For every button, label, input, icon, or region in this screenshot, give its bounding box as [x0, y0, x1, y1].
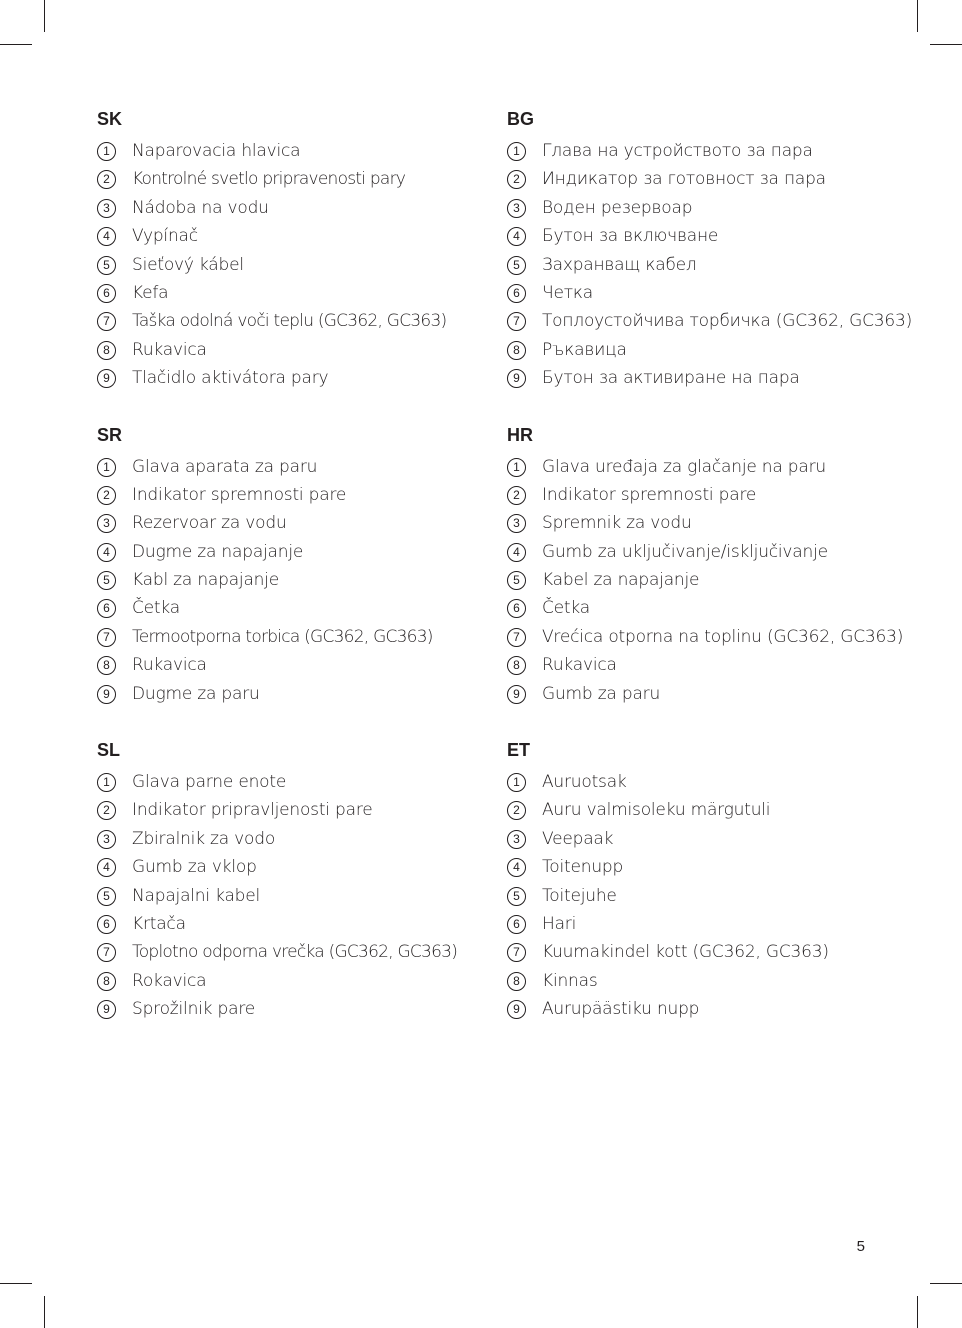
component-list-item: [97, 225, 472, 253]
component-list-item: [507, 541, 927, 569]
item-number-circle: 3: [97, 514, 116, 533]
component-list-item: [97, 484, 472, 512]
item-label: Kuumakindel kott (GC362, GC363): [542, 942, 829, 963]
component-list-item: [97, 626, 472, 654]
item-number-circle: 6: [507, 599, 526, 618]
item-label: Sieťový kábel: [132, 254, 244, 275]
component-list-item: [97, 828, 472, 856]
item-number-circle: 8: [97, 656, 116, 675]
item-number-circle: 3: [507, 199, 526, 218]
crop-mark: [917, 0, 918, 32]
item-number-circle: 6: [97, 599, 116, 618]
item-label: Бутон за активиране на пара: [542, 368, 800, 389]
item-number-circle: 1: [97, 458, 116, 477]
item-label: Vypínač: [132, 226, 198, 247]
item-label: Воден резервоар: [542, 197, 693, 218]
component-list-item: [97, 569, 472, 597]
component-list-item: [507, 367, 927, 395]
component-list-item: [97, 885, 472, 913]
item-label: Sprožilnik pare: [132, 999, 255, 1020]
component-list-item: [97, 254, 472, 282]
section-language-code: BG: [507, 109, 534, 129]
item-label: Indikator pripravljenosti pare: [132, 800, 373, 821]
item-label: Rukavica: [542, 655, 617, 676]
component-list-item: [507, 828, 927, 856]
component-list-item: [97, 140, 472, 168]
item-label: Glava parne enote: [132, 772, 287, 793]
component-list-item: [507, 484, 927, 512]
component-list-item: [97, 913, 472, 941]
component-list-item: [507, 512, 927, 540]
item-label: Aurupäästiku nupp: [542, 999, 700, 1020]
crop-mark: [0, 1283, 32, 1284]
component-list-item: [97, 998, 472, 1026]
section-language-code: SK: [97, 109, 123, 129]
item-number-circle: 5: [97, 256, 116, 275]
item-number-circle: 3: [507, 830, 526, 849]
component-list-item: [507, 998, 927, 1026]
item-label: Napajalni kabel: [132, 885, 261, 906]
component-list-item: [507, 683, 927, 711]
item-label: Бутон за включване: [542, 226, 719, 247]
item-label: Dugme za paru: [132, 683, 260, 704]
item-label: Kefa: [132, 282, 169, 303]
crop-mark: [0, 44, 32, 45]
item-label: Kontrolné svetlo pripravenosti pary: [132, 169, 406, 190]
item-number-circle: 9: [507, 685, 526, 704]
right-column: [507, 107, 927, 1054]
component-list-item: [507, 771, 927, 799]
item-label: Auruotsak: [542, 772, 627, 793]
item-label: Glava uređaja za glačanje na paru: [542, 456, 826, 477]
item-number-circle: 8: [97, 341, 116, 360]
item-label: Kinnas: [542, 970, 598, 991]
component-list-item: [507, 254, 927, 282]
component-list-item: [507, 970, 927, 998]
component-list-item: [97, 168, 472, 196]
item-number-circle: 5: [97, 887, 116, 906]
item-label: Toitenupp: [542, 857, 624, 878]
item-number-circle: 4: [507, 227, 526, 246]
item-label: Termootporna torbica (GC362, GC363): [132, 626, 433, 647]
item-number-circle: 4: [507, 543, 526, 562]
language-section-et: [507, 738, 927, 1027]
component-list-item: [97, 799, 472, 827]
component-list-item: [507, 799, 927, 827]
item-label: Gumb za uključivanje/isključivanje: [542, 541, 828, 562]
component-list-item: [97, 310, 472, 338]
component-list-item: [97, 941, 472, 969]
crop-mark: [930, 1283, 962, 1284]
item-number-circle: 8: [507, 341, 526, 360]
component-list-item: [97, 367, 472, 395]
item-label: Четка: [542, 282, 593, 303]
crop-mark: [44, 0, 45, 32]
item-number-circle: 7: [507, 943, 526, 962]
component-list-item: [97, 512, 472, 540]
item-number-circle: 3: [97, 199, 116, 218]
item-number-circle: 1: [97, 773, 116, 792]
component-list-item: [507, 197, 927, 225]
component-list-item: [97, 597, 472, 625]
item-label: Četka: [132, 598, 180, 619]
item-label: Gumb za paru: [542, 683, 661, 704]
item-number-circle: 7: [97, 312, 116, 331]
item-label: Dugme za napajanje: [132, 541, 304, 562]
item-label: Топлоустойчива торбичка (GC362, GC363): [542, 311, 913, 332]
item-label: Auru valmisoleku märgutuli: [542, 800, 771, 821]
component-list-item: [507, 282, 927, 310]
component-list-item: [507, 339, 927, 367]
item-label: Vrećica otporna na toplinu (GC362, GC363): [542, 626, 904, 647]
section-language-code: HR: [507, 424, 533, 445]
item-number-circle: 2: [507, 486, 526, 505]
item-label: Tlačidlo aktivátora pary: [132, 368, 329, 389]
component-list-item: [97, 654, 472, 682]
item-number-circle: 7: [97, 628, 116, 647]
item-number-circle: 3: [507, 514, 526, 533]
crop-mark: [930, 44, 962, 45]
component-list-item: [507, 654, 927, 682]
item-label: Ръкавица: [542, 339, 627, 360]
item-number-circle: 2: [97, 170, 116, 189]
item-number-circle: 7: [507, 628, 526, 647]
item-number-circle: 5: [507, 887, 526, 906]
component-list-item: [507, 569, 927, 597]
item-label: Veepaak: [542, 828, 614, 849]
crop-mark: [44, 1296, 45, 1328]
item-label: Rezervoar za vodu: [132, 513, 287, 534]
item-number-circle: 5: [507, 256, 526, 275]
item-number-circle: 8: [507, 972, 526, 991]
item-label: Indikator spremnosti pare: [542, 484, 757, 505]
item-number-circle: 2: [507, 801, 526, 820]
item-number-circle: 3: [97, 830, 116, 849]
item-number-circle: 9: [507, 369, 526, 388]
item-number-circle: 6: [507, 915, 526, 934]
item-number-circle: 8: [507, 656, 526, 675]
item-number-circle: 1: [97, 142, 116, 161]
item-number-circle: 5: [97, 571, 116, 590]
component-list-item: [507, 885, 927, 913]
language-section-sr: [97, 423, 472, 712]
item-number-circle: 9: [507, 1000, 526, 1019]
item-label: Glava aparata za paru: [132, 456, 318, 477]
component-list-item: [97, 856, 472, 884]
page-number: 5: [856, 1238, 865, 1255]
item-number-circle: 9: [97, 1000, 116, 1019]
component-list-item: [97, 541, 472, 569]
item-label: Nádoba na vodu: [132, 197, 269, 218]
item-number-circle: 6: [97, 284, 116, 303]
language-section-hr: [507, 423, 927, 712]
item-number-circle: 5: [507, 571, 526, 590]
item-number-circle: 6: [507, 284, 526, 303]
item-number-circle: 9: [97, 369, 116, 388]
item-number-circle: 1: [507, 773, 526, 792]
item-label: Rukavica: [132, 655, 207, 676]
item-label: Zbiralnik za vodo: [132, 828, 276, 849]
item-label: Hari: [542, 913, 577, 934]
left-column: [97, 107, 472, 1054]
component-list-item: [97, 683, 472, 711]
item-number-circle: 7: [507, 312, 526, 331]
item-number-circle: 4: [97, 858, 116, 877]
item-label: Naparovacia hlavica: [132, 141, 301, 161]
component-list-item: [507, 913, 927, 941]
language-section-sk: [97, 107, 472, 396]
component-list-item: [97, 771, 472, 799]
component-list-item: [97, 282, 472, 310]
item-number-circle: 9: [97, 685, 116, 704]
item-number-circle: 2: [507, 170, 526, 189]
item-number-circle: 1: [507, 458, 526, 477]
item-number-circle: 4: [97, 543, 116, 562]
section-language-code: SL: [97, 740, 121, 761]
component-list-item: [97, 197, 472, 225]
component-list-item: [97, 339, 472, 367]
item-number-circle: 4: [97, 227, 116, 246]
item-number-circle: 7: [97, 943, 116, 962]
item-label: Kabl za napajanje: [132, 570, 280, 591]
crop-mark: [917, 1296, 918, 1328]
item-number-circle: 2: [97, 486, 116, 505]
component-list-item: [97, 456, 472, 484]
item-number-circle: 2: [97, 801, 116, 820]
component-list-item: [507, 856, 927, 884]
item-number-circle: 1: [507, 142, 526, 161]
item-label: Krtača: [132, 913, 186, 934]
component-list-item: [507, 941, 927, 969]
item-label: Индикатор за готовност за пара: [542, 169, 826, 190]
item-label: Kabel za napajanje: [542, 570, 700, 591]
language-section-sl: [97, 738, 472, 1027]
component-list-item: [507, 168, 927, 196]
language-section-bg: [507, 107, 927, 396]
item-label: Глава на устройството за пара: [542, 141, 813, 161]
item-label: Taška odolná voči teplu (GC362, GC363): [132, 311, 447, 332]
component-list-item: [97, 970, 472, 998]
component-list-item: [507, 626, 927, 654]
section-language-code: ET: [507, 740, 531, 761]
item-label: Toplotno odporna vrečka (GC362, GC363): [132, 942, 458, 963]
item-label: Spremnik za vodu: [542, 513, 692, 534]
item-label: Četka: [542, 598, 590, 619]
component-list-item: [507, 310, 927, 338]
component-list-item: [507, 225, 927, 253]
item-number-circle: 4: [507, 858, 526, 877]
item-label: Rukavica: [132, 339, 207, 360]
section-language-code: SR: [97, 424, 123, 445]
item-label: Toitejuhe: [542, 885, 617, 906]
item-label: Gumb za vklop: [132, 857, 257, 878]
item-number-circle: 8: [97, 972, 116, 991]
item-label: Захранващ кабел: [542, 254, 697, 275]
component-list-item: [507, 456, 927, 484]
component-list-item: [507, 597, 927, 625]
item-label: Rokavica: [132, 970, 207, 991]
component-list-item: [507, 140, 927, 168]
item-label: Indikator spremnosti pare: [132, 484, 347, 505]
item-number-circle: 6: [97, 915, 116, 934]
